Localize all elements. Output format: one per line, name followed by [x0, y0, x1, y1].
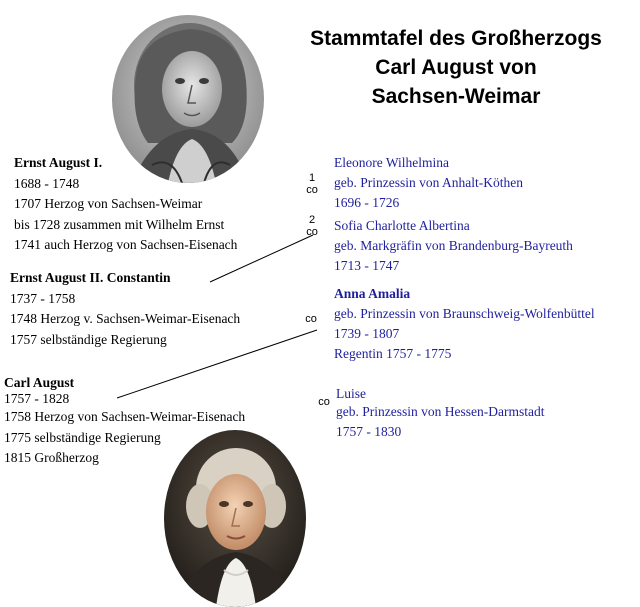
- person-carl-august: [4, 375, 245, 469]
- marriage-marker-luise: [316, 396, 332, 408]
- person-name: Carl August: [4, 375, 75, 390]
- marriage-symbol: co: [306, 184, 318, 196]
- person-ernst-august-1: [14, 153, 237, 256]
- person-detail: 1757 selbständige Regierung: [10, 331, 167, 347]
- marriage-symbol: co: [306, 226, 318, 238]
- spouse-detail: geb. Prinzessin von Hessen-Darmstadt: [336, 404, 545, 419]
- marriage-number: 2: [308, 214, 316, 226]
- title-line-2: Carl August von: [375, 56, 537, 79]
- marriage-marker-anna-amalia: [303, 313, 319, 325]
- spouse-luise: [336, 386, 544, 442]
- title-line-1: Stammtafel des Großherzogs: [310, 27, 602, 50]
- marriage-marker-2: [304, 214, 320, 238]
- chart-title: [272, 24, 640, 111]
- person-detail: 1775 selbständige Regierung: [4, 429, 161, 445]
- person-detail: 1748 Herzog v. Sachsen-Weimar-Eisenach: [10, 311, 241, 326]
- person-detail: 1815 Großherzog: [4, 450, 99, 465]
- spouse-detail: 1739 - 1807: [334, 326, 400, 341]
- person-detail: 1758 Herzog von Sachsen-Weimar-Eisenach: [4, 409, 246, 424]
- marriage-symbol: co: [318, 396, 330, 408]
- spouse-detail: Sofia Charlotte Albertina: [334, 218, 470, 233]
- spouse-detail: 1713 - 1747: [334, 258, 400, 273]
- person-ernst-august-2: [10, 268, 240, 350]
- marriage-marker-1: [304, 172, 320, 196]
- spouse-detail: Regentin 1757 - 1775: [334, 346, 452, 361]
- spouse-anna-amalia: [334, 284, 595, 364]
- spouse-detail: Eleonore Wilhelmina: [334, 155, 450, 170]
- spouse-detail: geb. Prinzessin von Anhalt-Köthen: [334, 175, 523, 190]
- spouse-detail: geb. Prinzessin von Braunschweig-Wolfenbüttel: [334, 306, 595, 321]
- person-detail: 1737 - 1758: [10, 290, 76, 306]
- person-detail: bis 1728 zusammen mit Wilhelm Ernst: [14, 216, 225, 232]
- person-detail: 1688 - 1748: [14, 175, 80, 191]
- person-detail: 1707 Herzog von Sachsen-Weimar: [14, 196, 203, 211]
- marriage-symbol: co: [305, 313, 317, 325]
- spouse-detail: 1757 - 1830: [336, 424, 402, 439]
- person-name: Ernst August II. Constantin: [10, 270, 171, 285]
- spouse-eleonore: [334, 153, 523, 213]
- person-name: Ernst August I.: [14, 155, 103, 170]
- marriage-number: 1: [308, 172, 316, 184]
- spouse-name: Anna Amalia: [334, 286, 411, 301]
- title-line-3: Sachsen-Weimar: [371, 85, 541, 108]
- person-detail: 1757 - 1828: [4, 391, 70, 406]
- person-detail: 1741 auch Herzog von Sachsen-Eisenach: [14, 237, 238, 252]
- spouse-detail: Luise: [336, 386, 366, 401]
- spouse-detail: geb. Markgräfin von Brandenburg-Bayreuth: [334, 238, 573, 253]
- spouse-sofia: [334, 216, 573, 276]
- spouse-detail: 1696 - 1726: [334, 195, 400, 210]
